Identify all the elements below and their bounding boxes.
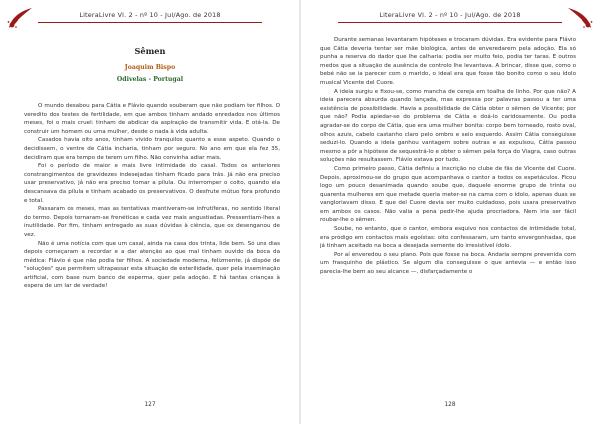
header-text: LiteraLivre Vl. 2 - nº 10 - Jul/Ago. de 2018 (379, 11, 521, 19)
story-heading (0, 46, 300, 83)
paragraph: Por aí enveredou o seu plano. Pois que fosse na boca. Andaria sempre prevenida com um frasquinho de plástico. Se algum dia conseguisse o que anteviа — e então isso parecia-lhe bem ao seu alcance —, disfarçadamente o (320, 251, 576, 276)
paragraph: Passaram os meses, mas as tentativas mantiveram-se infrutíferas, no sentido literal do termo. Depois tornaram-se frenéticas e cada vez mais angustiadas. Pressentiam-lhes a inutilidade. Por fim, tinham entregado as suas dúvidas à ciência, que os desenganou de vez. (24, 206, 280, 238)
page-header (0, 6, 300, 24)
header-text: LiteraLivre Vl. 2 - nº 10 - Jul/Ago. de 2018 (79, 11, 221, 19)
paragraph: Soube, no entanto, que o cantor, embora esquivo nos contactos de intimidade total, era pródigo em contactos mais egoístas: oito confessaram, um tanto envergonhadas, que já tinham aceitado na boca a desejada semente do irresistível ídolo. (320, 226, 576, 250)
quill-ink-splash-icon (564, 6, 594, 28)
header-rule (38, 22, 262, 23)
right-body-text (320, 36, 576, 277)
paragraph: Como primeiro passo, Cátia definiu a inscrição no clube de fãs de Vicente del Cuore. Depois, aproximou-se do grupo que acompanhava o cantor a todos os espetáculos. Ficou logo um pouco desanimada quando soube que, daquele enorme grupo de trinta ou quarenta mulheres em que metade queria meter-se na cama com o ídolo, apenas duas se vangloriavam disso. E que del Cuore devia ser muito cuidadoso, pois usara preservativo em ambos os casos. Não valia a pena pedir-lhe ajuda procriadora. Nem iria ser fácil roubar-lhe o sêmen. (320, 165, 576, 224)
paragraph: Foi o período de maior e mais livre intimidade do casal. Todos os anteriores constrangimentos de gravidezes indesejadas tinham ficado para trás. Já não era preciso usar preservativo, já não era preciso tomar a pílula. Ou interromper o coito, quando ela descansava da pílula e tinham acabado os preservativos. O desfrute mútuo fora profundo e total. (24, 163, 280, 204)
page-number: 127 (144, 402, 156, 408)
paragraph: A ideia surgiu e fixou-se, como mancha de cereja em toalha de linho. Por que não? A ideia parecera absurda quando lançada, mas expressa por palavras passou a ter uma existência de possibilidade. Havia a possibilidade de Cátia obter o sêmen de Vicente; por que não? Podia apiedar-se do problema de Cátia e doá-lo caridosamente. Ou podia agradar-se do corpo de Cátia, que era uma mulher bonita: corpo bem torneado, rosto oval, olhos azuis, cabelo castanho claro pelo ombro e seio esquerdo. Assim Cátia conseguisse seduzi-lo. Quando a ideia ganhou vantagem sobre outras e as expulsou, Cátia passou mesmo a pôr a hipótese de sequestrá-lo e obter o sêmen pela força do Viagra, caso outras soluções não resultassem. Flávio estava por tudo. (320, 88, 576, 164)
paragraph: O mundo desabou para Cátia e Flávio quando souberam que não podiam ter filhos. O veredito dos testes de fertilidade, em que ambos tinham andado enredados nos últimos meses, foi o mais cruel: tinham de abdicar da aspiração de transmitir vida. E otá-la. De construir um homem ou uma mulher, desde o nada à vida adulta. (24, 103, 280, 135)
story-place: Odivelas - Portugal (116, 76, 184, 83)
paragraph: Não é uma notícia com que um casal, ainda na casa dos trinta, lide bem. Só uns dias depois começaram a recordar e a dar atenção ao que mal tinham ouvido da boca da médica: Flávio é que não podia ter filhos. A sociedade moderna, felizmente, já dispõe de "soluções" que permitem ultrapassar esta situação de esterilidade, quer pela inseminação artificial, com base num banco de esperma, quer pela adoção. E há tantas crianças à espera de um lar de verdade! (24, 240, 280, 290)
story-author: Joaquim Bispo (124, 64, 176, 71)
left-body-text (24, 102, 280, 291)
paragraph: Casados havia oito anos, tinham vivido tranquilos quanto a esse aspeto. Quando o decidissem, o ventre de Cátia incharia, tinham por seguro. No ano em que ela fez 35, decidiram que era tempo de terem um filho. Não convinha adiar mais. (24, 137, 280, 161)
header-rule (338, 22, 562, 23)
story-title: Sêmen (134, 46, 166, 56)
page-header (300, 6, 600, 24)
right-page (300, 0, 600, 424)
page-number: 128 (444, 402, 456, 408)
paragraph: Durante semanas levantaram hipóteses e trocaram dúvidas. Era evidente para Flávio que Cátia deveria tentar ser mãe biológica, antes de enveredarem pela adoção. Ela só punha a reserva do dador que lhe calharia: podia ser muito feio, podia ter taras. E outros medos que a situação de ausência de controlo lhe levantava. A brincar, disse que, como o bebé não se ia parecer com o marido, o ideal era que fosse tão bonito como o seu ídolo musical Vicente del Cuore. (320, 37, 576, 86)
